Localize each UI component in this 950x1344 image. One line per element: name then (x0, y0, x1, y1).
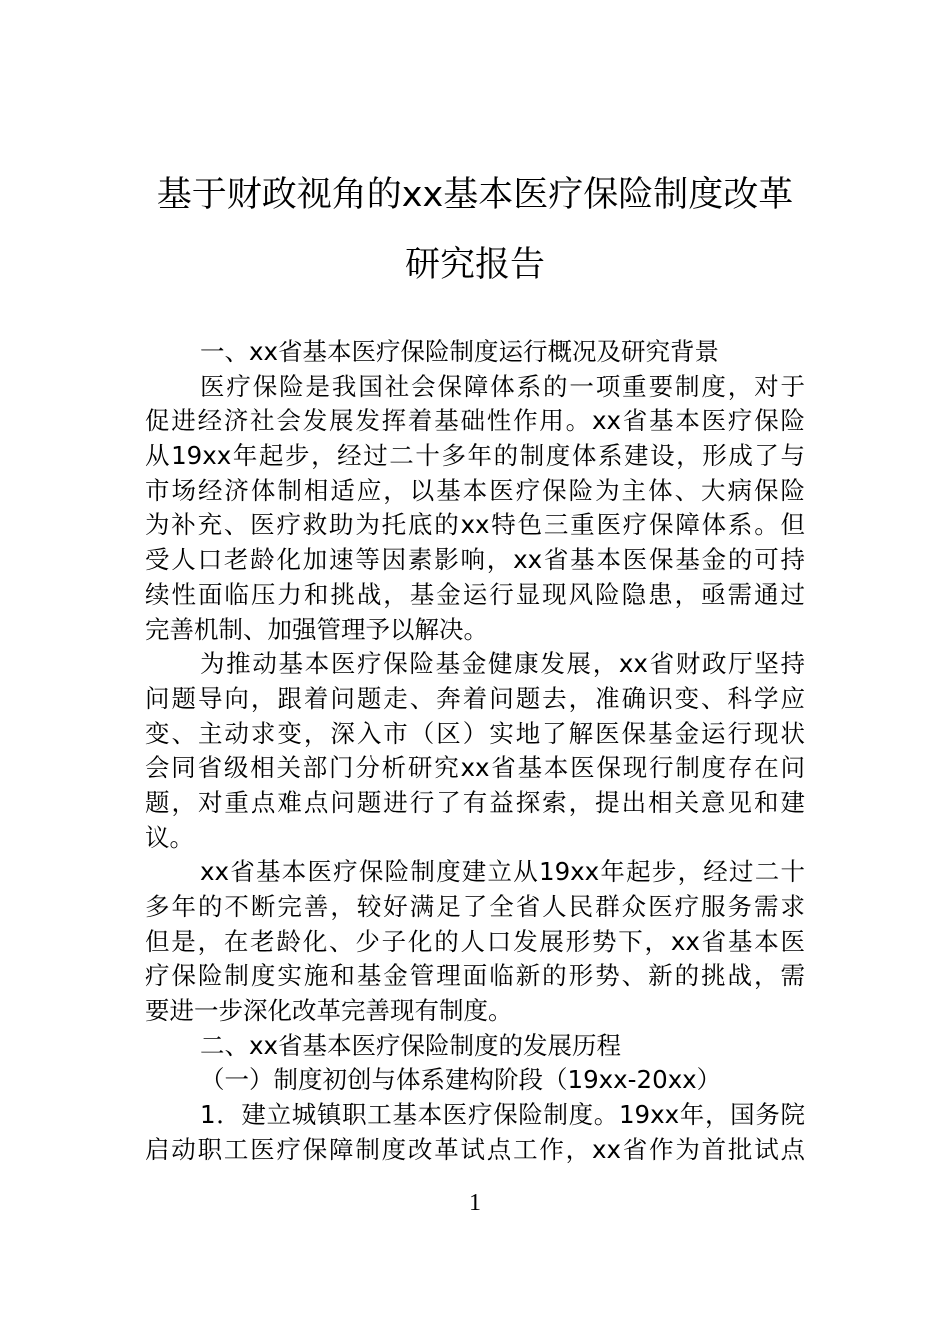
section-heading: 一、xx省基本医疗保险制度运行概况及研究背景 (200, 337, 719, 366)
paragraph-line: 续性面临压力和挑战，基金运行显现风险隐患，亟需通过 (145, 579, 805, 609)
document-title-line-1: 基于财政视角的xx基本医疗保险制度改革 (156, 175, 794, 215)
subsection-heading: （一）制度初创与体系建构阶段（19xx-20xx） (200, 1065, 722, 1095)
paragraph-line: 启动职工医疗保障制度改革试点工作，xx省作为首批试点 (145, 1134, 805, 1164)
paragraph-line: 促进经济社会发展发挥着基础性作用。xx省基本医疗保险 (145, 406, 805, 436)
paragraph-line: 问题导向，跟着问题走、奔着问题去，准确识变、科学应 (145, 683, 805, 713)
paragraph-line: 题，对重点难点问题进行了有益探索，提出相关意见和建 (145, 787, 805, 817)
paragraph-line: 为补充、医疗救助为托底的xx特色三重医疗保障体系。但 (145, 510, 805, 540)
paragraph-line: 完善机制、加强管理予以解决。 (145, 614, 488, 644)
paragraph-line: 变、主动求变，深入市（区）实地了解医保基金运行现状 (145, 718, 805, 748)
page-number: 1 (469, 1190, 481, 1216)
paragraph-line: xx省基本医疗保险制度建立从19xx年起步，经过二十 (200, 857, 805, 887)
section-heading: 二、xx省基本医疗保险制度的发展历程 (200, 1030, 621, 1060)
paragraph-line: 会同省级相关部门分析研究xx省基本医保现行制度存在问 (145, 753, 805, 783)
document-body (145, 335, 805, 1168)
paragraph-line: 但是，在老龄化、少子化的人口发展形势下，xx省基本医 (145, 926, 805, 956)
paragraph-line: 1．建立城镇职工基本医疗保险制度。19xx年，国务院 (200, 1100, 805, 1130)
paragraph-line: 多年的不断完善，较好满足了全省人民群众医疗服务需求 (145, 892, 805, 921)
paragraph-line: 受人口老龄化加速等因素影响，xx省基本医保基金的可持 (145, 545, 805, 575)
paragraph-line: 医疗保险是我国社会保障体系的一项重要制度，对于 (200, 371, 805, 401)
paragraph-line: 疗保险制度实施和基金管理面临新的形势、新的挑战，需 (145, 961, 805, 991)
document-title-line-2: 研究报告 (404, 245, 545, 285)
paragraph-line: 为推动基本医疗保险基金健康发展，xx省财政厅坚持 (200, 649, 805, 679)
paragraph-line: 要进一步深化改革完善现有制度。 (145, 996, 513, 1026)
paragraph-line: 议。 (145, 822, 194, 852)
paragraph-line: 市场经济体制相适应，以基本医疗保险为主体、大病保险 (145, 475, 805, 505)
paragraph-line: 从19xx年起步，经过二十多年的制度体系建设，形成了与 (145, 441, 805, 471)
